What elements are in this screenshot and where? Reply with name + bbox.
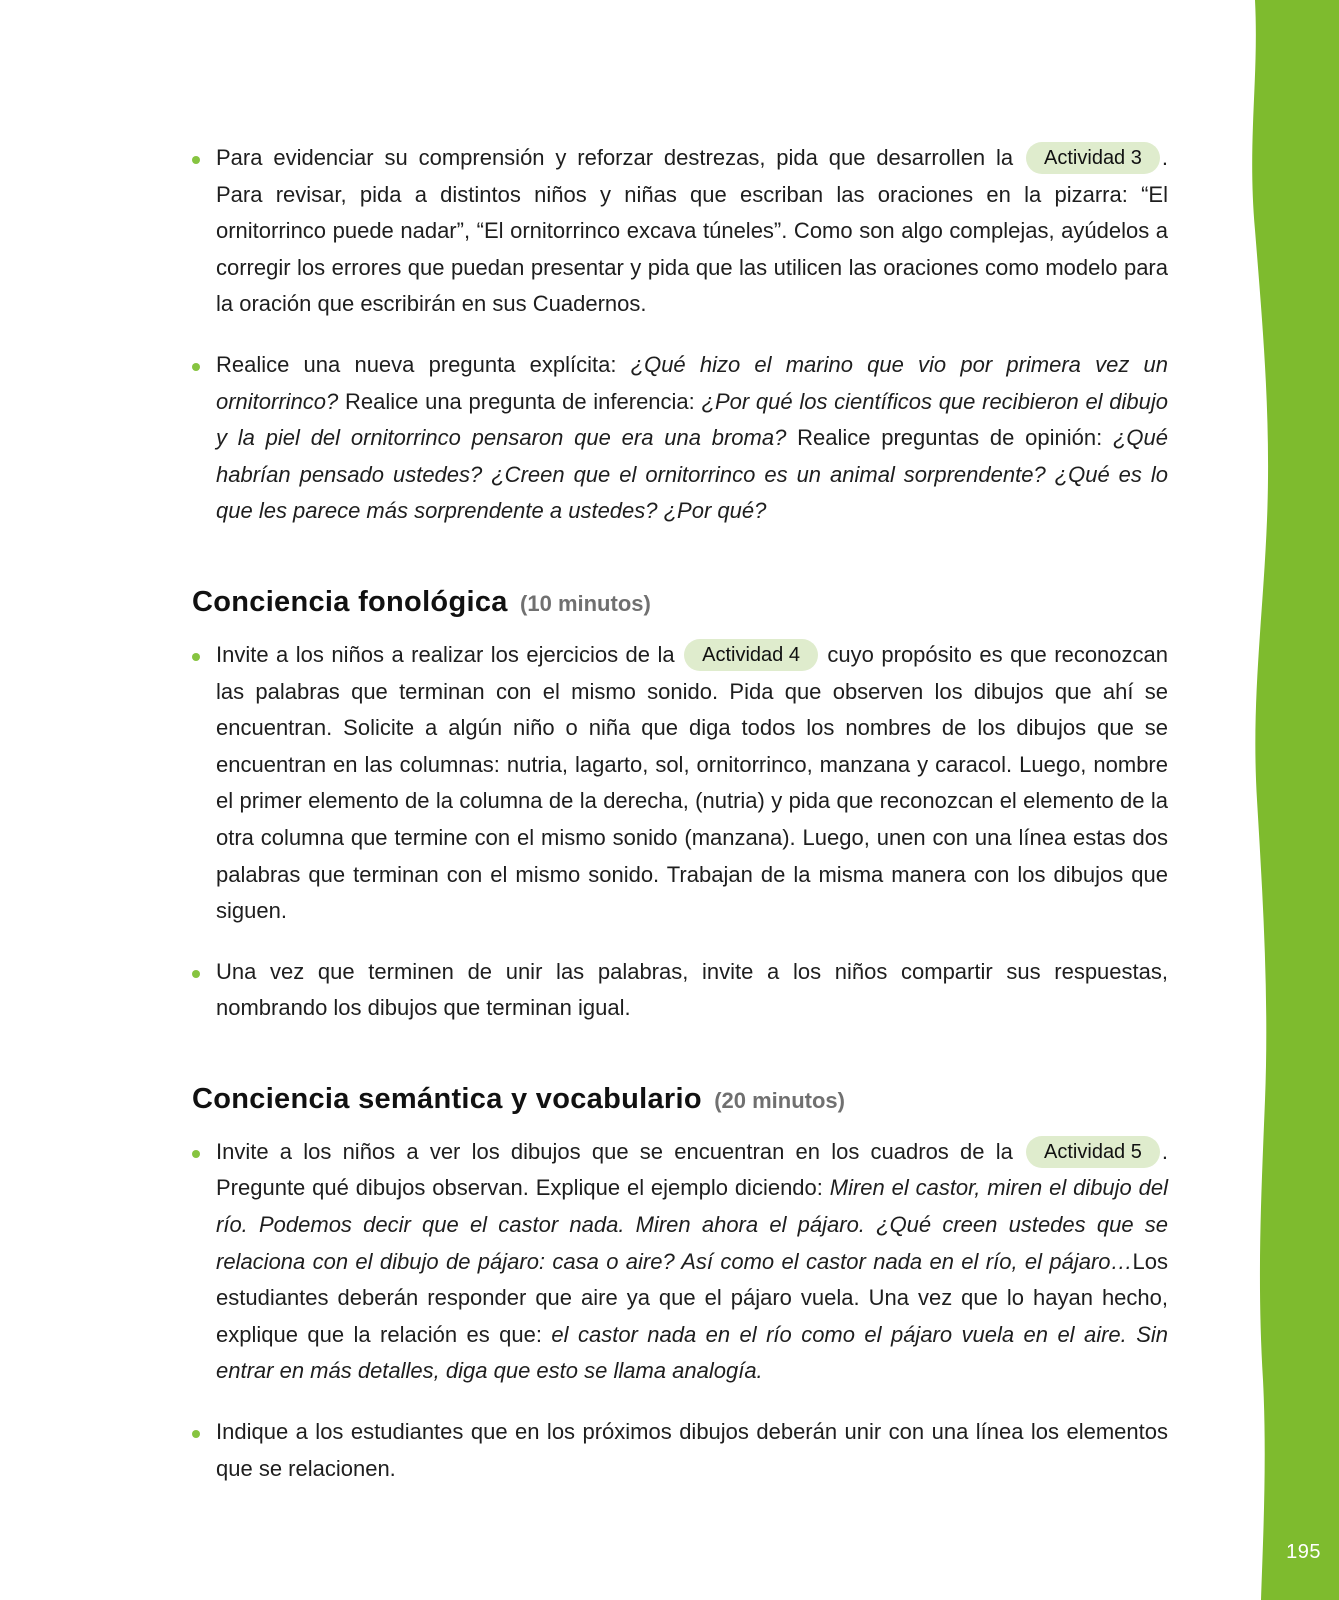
bullet-dot-icon [192,970,200,978]
bullet-dot-icon [192,1430,200,1438]
heading-duration: (10 minutos) [520,590,651,616]
text: Realice una nueva pregunta explícita: [216,351,631,377]
text: Invite a los niños a realizar los ejercicios de la [216,641,683,667]
italic-question: ¿Qué habrían pensado ustedes? ¿Creen que el ornitorrinco es un animal sorprendente? ¿Qué es lo que les parece más sorprendente a ustedes? ¿Por qué? [216,425,1168,524]
activity-badge: Actividad 5 [1026,1136,1160,1168]
page-number: 195 [1286,1541,1321,1563]
italic-example: el castor nada en el río como el pájaro vuela en el aire. Sin entrar en más detalles, diga que esto se llama analogía. [216,1321,1168,1384]
activity-badge: Actividad 3 [1026,142,1160,174]
activity-badge: Actividad 4 [684,639,818,671]
list-item [192,347,1168,530]
page-content [192,140,1168,1511]
heading-title: Conciencia fonológica [192,585,508,618]
heading-title: Conciencia semántica y vocabulario [192,1082,702,1115]
list-item [192,140,1168,323]
text: . Para revisar, pida a distintos niños y niñas que escriban las oraciones en la pizarra: “El ornitorrinco puede nadar”, “El ornitorrinco excava túneles”. Como son algo complejas, ayúdelos a corregir los errores que puedan presentar y pida que las utilicen las oraciones como modelo para la oración que escribirán en sus Cuadernos. [216,145,1168,317]
text: Una vez que terminen de unir las palabras, invite a los niños compartir sus respuestas, nombrando los dibujos que terminan igual. [216,958,1168,1021]
green-side-band [1249,0,1339,1600]
list-item [192,637,1168,930]
bullet-dot-icon [192,363,200,371]
list-item [192,1414,1168,1487]
text: Realice preguntas de opinión: [786,425,1113,451]
italic-question: ¿Por qué los científicos que recibieron el dibujo y la piel del ornitorrinco pensaron que era una broma? [216,388,1168,451]
heading-duration: (20 minutos) [714,1087,845,1113]
text: Realice una pregunta de inferencia: [338,388,702,414]
wavy-band-shape [1249,0,1339,1600]
bullet-dot-icon [192,1150,200,1158]
text: Los estudiantes deberán responder que aire ya que el pájaro vuela. Una vez que lo hayan hecho, explique que la relación es que: [216,1248,1168,1347]
bullet-dot-icon [192,156,200,164]
section-heading [192,586,1168,619]
text: . Pregunte qué dibujos observan. Explique el ejemplo diciendo: [216,1138,1168,1201]
text: Para evidenciar su comprensión y reforzar destrezas, pida que desarrollen la [216,145,1025,170]
list-item [192,1134,1168,1390]
italic-question: ¿Qué hizo el marino que vio por primera vez un ornitorrinco? [216,351,1168,414]
text: cuyo propósito es que reconozcan las palabras que terminan con el mismo sonido. Pida que observen los dibujos que ahí se encuentran. Solicite a algún niño o niña que diga todos los nombres de los dibujos que se encuentran en las columnas: nutria, lagarto, sol, ornitorrinco, manzana y caracol. Luego, nombre el primer elemento de la columna de la derecha, (nutria) y pida que reconozcan el elemento de la otra columna que termine con el mismo sonido (manzana). Luego, unen con una línea estas dos palabras que terminan con el mismo sonido. Trabajan de la misma manera con los dibujos que siguen. [216,641,1168,924]
text: Indique a los estudiantes que en los próximos dibujos deberán unir con una línea los elementos que se relacionen. [216,1419,1168,1481]
list-item [192,954,1168,1027]
section-heading [192,1083,1168,1116]
italic-example: Miren el castor, miren el dibujo del río. Podemos decir que el castor nada. Miren ahora el pájaro. ¿Qué creen ustedes que se relaciona con el dibujo de pájaro: casa o aire? Así como el castor nada en el río, el pájaro… [216,1175,1168,1274]
bullet-dot-icon [192,653,200,661]
text: Invite a los niños a ver los dibujos que se encuentran en los cuadros de la [216,1138,1025,1164]
